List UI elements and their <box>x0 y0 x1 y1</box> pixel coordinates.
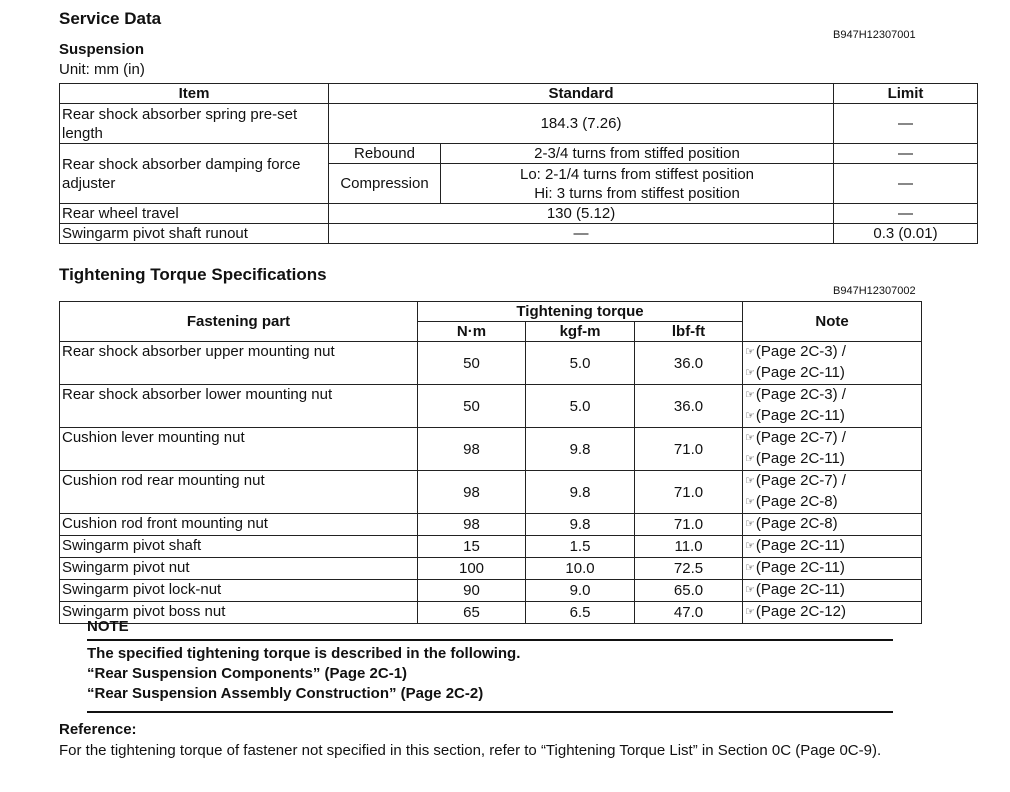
pointing-hand-icon: ☞ <box>745 562 755 574</box>
limit-cell: — <box>834 144 978 164</box>
fastening-part-cell: Cushion rod front mounting nut <box>60 514 418 536</box>
item-cell: Rear wheel travel <box>60 204 329 224</box>
page-reference <box>745 514 919 535</box>
note-bottom-rule <box>87 711 893 713</box>
note-cell <box>743 385 922 428</box>
lbfft-cell: 71.0 <box>635 428 743 471</box>
page-reference <box>745 492 919 513</box>
table-row <box>60 224 978 244</box>
pointing-hand-icon: ☞ <box>745 346 755 358</box>
page-reference-text: (Page 2C-11) <box>755 537 845 554</box>
lbfft-cell: 47.0 <box>635 602 743 624</box>
page-reference-text: (Page 2C-11) <box>755 581 845 598</box>
page-reference-text: (Page 2C-11) <box>755 559 845 576</box>
note-line: “Rear Suspension Assembly Construction” (Page 2C-2) <box>87 685 484 702</box>
fastening-part-cell: Cushion lever mounting nut <box>60 428 418 471</box>
torque-table-body <box>60 342 922 624</box>
page-reference <box>745 602 919 623</box>
item-cell: Rear shock absorber damping force adjuster <box>60 144 329 204</box>
item-cell: Rear shock absorber spring pre-set length <box>60 104 329 144</box>
section-heading-suspension: Suspension <box>59 41 145 58</box>
kgfm-cell: 9.0 <box>526 580 635 602</box>
note-cell <box>743 536 922 558</box>
kgfm-cell: 6.5 <box>526 602 635 624</box>
limit-cell: — <box>834 204 978 224</box>
lbfft-cell: 72.5 <box>635 558 743 580</box>
note-cell <box>743 471 922 514</box>
kgfm-cell: 9.8 <box>526 428 635 471</box>
standard-line: Lo: 2-1/4 turns from stiffest position <box>520 165 755 183</box>
standard-line: Hi: 3 turns from stiffest position <box>534 184 740 202</box>
table-row <box>60 428 922 471</box>
reference-title: Reference: <box>59 721 137 738</box>
kgfm-cell: 5.0 <box>526 342 635 385</box>
table-row <box>60 385 922 428</box>
standard-cell: 184.3 (7.26) <box>329 104 834 144</box>
pointing-hand-icon: ☞ <box>745 410 755 422</box>
note-body <box>87 644 520 704</box>
note-cell <box>743 342 922 385</box>
fastening-part-cell: Rear shock absorber upper mounting nut <box>60 342 418 385</box>
pointing-hand-icon: ☞ <box>745 518 755 530</box>
page-reference <box>745 449 919 470</box>
suspension-table <box>59 83 978 244</box>
table-row <box>60 580 922 602</box>
nm-cell: 15 <box>418 536 526 558</box>
reference-text: For the tightening torque of fastener not specified in this section, refer to “Tightening Torque List” in Section 0C (Page 0C-9). <box>59 742 882 759</box>
page-reference <box>745 558 919 579</box>
col-header-kgfm: kgf-m <box>526 322 635 342</box>
kgfm-cell: 9.8 <box>526 471 635 514</box>
page-reference-text: (Page 2C-11) <box>755 407 845 424</box>
note-cell <box>743 602 922 624</box>
sub-item-cell: Rebound <box>329 144 441 164</box>
note-cell <box>743 514 922 536</box>
table-row <box>60 536 922 558</box>
table-row <box>60 514 922 536</box>
pointing-hand-icon: ☞ <box>745 367 755 379</box>
torque-table <box>59 301 922 624</box>
limit-cell: 0.3 (0.01) <box>834 224 978 244</box>
note-title: NOTE <box>87 618 129 635</box>
col-header-item: Item <box>60 84 329 104</box>
nm-cell: 50 <box>418 385 526 428</box>
page-reference <box>745 363 919 384</box>
page-reference <box>745 342 919 363</box>
table-row <box>60 144 978 164</box>
col-header-limit: Limit <box>834 84 978 104</box>
page-reference <box>745 580 919 601</box>
page-reference-text: (Page 2C-8) <box>755 515 838 532</box>
table-row <box>60 558 922 580</box>
page-reference <box>745 471 919 492</box>
lbfft-cell: 71.0 <box>635 471 743 514</box>
pointing-hand-icon: ☞ <box>745 540 755 552</box>
pointing-hand-icon: ☞ <box>745 496 755 508</box>
fastening-part-cell: Swingarm pivot nut <box>60 558 418 580</box>
lbfft-cell: 11.0 <box>635 536 743 558</box>
note-cell <box>743 558 922 580</box>
item-cell: Swingarm pivot shaft runout <box>60 224 329 244</box>
standard-cell: 2-3/4 turns from stiffed position <box>441 144 834 164</box>
note-cell <box>743 428 922 471</box>
col-header-tightening-torque: Tightening torque <box>418 302 743 322</box>
page-reference-text: (Page 2C-12) <box>755 603 846 620</box>
fastening-part-cell: Cushion rod rear mounting nut <box>60 471 418 514</box>
fastening-part-cell: Swingarm pivot lock-nut <box>60 580 418 602</box>
lbfft-cell: 71.0 <box>635 514 743 536</box>
page-reference-text: (Page 2C-11) <box>755 450 845 467</box>
doc-id-service: B947H12307001 <box>833 29 916 41</box>
col-header-standard: Standard <box>329 84 834 104</box>
kgfm-cell: 1.5 <box>526 536 635 558</box>
note-cell <box>743 580 922 602</box>
table-row <box>60 342 922 385</box>
table-row <box>60 471 922 514</box>
page-reference <box>745 406 919 427</box>
page-reference-text: (Page 2C-8) <box>755 493 838 510</box>
col-header-note: Note <box>743 302 922 342</box>
note-line: “Rear Suspension Components” (Page 2C-1) <box>87 665 408 682</box>
table-row <box>60 104 978 144</box>
doc-id-torque: B947H12307002 <box>833 285 916 297</box>
standard-cell: 130 (5.12) <box>329 204 834 224</box>
note-top-rule <box>87 639 893 641</box>
pointing-hand-icon: ☞ <box>745 453 755 465</box>
sub-item-cell: Compression <box>329 164 441 204</box>
page-reference-text: (Page 2C-7) / <box>755 472 846 489</box>
nm-cell: 98 <box>418 428 526 471</box>
nm-cell: 90 <box>418 580 526 602</box>
nm-cell: 98 <box>418 514 526 536</box>
standard-cell <box>441 164 834 204</box>
nm-cell: 98 <box>418 471 526 514</box>
pointing-hand-icon: ☞ <box>745 389 755 401</box>
nm-cell: 65 <box>418 602 526 624</box>
pointing-hand-icon: ☞ <box>745 475 755 487</box>
page-reference <box>745 536 919 557</box>
limit-cell: — <box>834 164 978 204</box>
section-heading-torque: Tightening Torque Specifications <box>59 265 327 284</box>
page-reference-text: (Page 2C-3) / <box>755 386 846 403</box>
limit-cell: — <box>834 104 978 144</box>
page-reference-text: (Page 2C-11) <box>755 364 845 381</box>
pointing-hand-icon: ☞ <box>745 606 755 618</box>
table-row <box>60 204 978 224</box>
col-header-nm: N·m <box>418 322 526 342</box>
pointing-hand-icon: ☞ <box>745 432 755 444</box>
lbfft-cell: 36.0 <box>635 385 743 428</box>
fastening-part-cell: Swingarm pivot boss nut <box>60 602 418 624</box>
col-header-fastening-part: Fastening part <box>60 302 418 342</box>
col-header-lbfft: lbf-ft <box>635 322 743 342</box>
standard-cell: — <box>329 224 834 244</box>
note-line: The specified tightening torque is described in the following. <box>87 645 521 662</box>
lbfft-cell: 65.0 <box>635 580 743 602</box>
page-reference-text: (Page 2C-7) / <box>755 429 846 446</box>
fastening-part-cell: Rear shock absorber lower mounting nut <box>60 385 418 428</box>
kgfm-cell: 10.0 <box>526 558 635 580</box>
unit-label: Unit: mm (in) <box>59 61 145 78</box>
nm-cell: 50 <box>418 342 526 385</box>
nm-cell: 100 <box>418 558 526 580</box>
page-reference <box>745 385 919 406</box>
kgfm-cell: 5.0 <box>526 385 635 428</box>
kgfm-cell: 9.8 <box>526 514 635 536</box>
table-row <box>60 602 922 624</box>
pointing-hand-icon: ☞ <box>745 584 755 596</box>
lbfft-cell: 36.0 <box>635 342 743 385</box>
page-reference <box>745 428 919 449</box>
page-reference-text: (Page 2C-3) / <box>755 343 846 360</box>
page-title: Service Data <box>59 9 162 28</box>
fastening-part-cell: Swingarm pivot shaft <box>60 536 418 558</box>
